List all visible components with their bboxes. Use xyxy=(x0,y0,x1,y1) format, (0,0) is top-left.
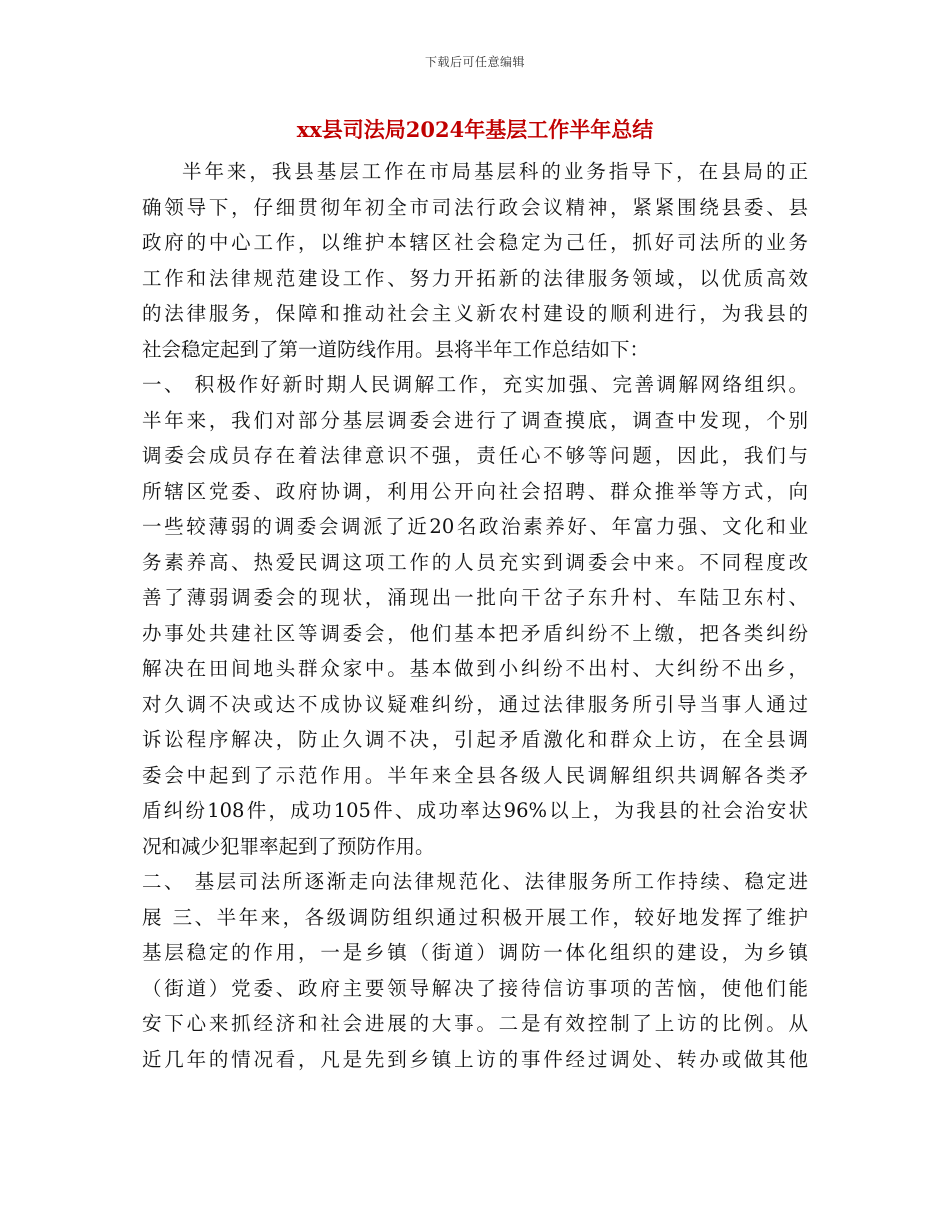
document-title: xx县司法局2024年基层工作半年总结 xyxy=(296,117,654,142)
header-note: 下载后可任意编辑 xyxy=(424,55,525,69)
body-line: 调委会成员存在着法律意识不强，责任心不够等问题，因此，我们与 xyxy=(142,444,808,467)
body-line: 基层稳定的作用，一是乡镇（街道）调防一体化组织的建设，为乡镇 xyxy=(142,941,808,964)
body-line: 对久调不决或达不成协议疑难纠纷，通过法律服务所引导当事人通过 xyxy=(142,692,808,716)
body-line: 况和减少犯罪率起到了预防作用。 xyxy=(142,834,435,858)
body-line: 盾纠纷108件，成功105件、成功率达96%以上，为我县的社会治安状 xyxy=(142,799,808,822)
body-line: 近几年的情况看，凡是先到乡镇上访的事件经过调处、转办或做其他 xyxy=(142,1047,808,1071)
body-line: 政府的中心工作，以维护本辖区社会稳定为己任，抓好司法所的业务 xyxy=(142,231,808,254)
body-line: 委会中起到了示范作用。半年来全县各级人民调解组织共调解各类矛 xyxy=(142,763,808,787)
section-heading: 一、 积极作好新时期人民调解工作，充实加强、完善调解网络组织。 xyxy=(142,373,808,396)
body-line: 一些较薄弱的调委会调派了近20名政治素养好、年富力强、文化和业 xyxy=(142,515,808,538)
section-heading: 二、 基层司法所逐渐走向法律规范化、法律服务所工作持续、稳定进 xyxy=(142,870,808,893)
body-line: 诉讼程序解决，防止久调不决，引起矛盾激化和群众上访，在全县调 xyxy=(142,728,808,751)
body-line: 社会稳定起到了第一道防线作用。县将半年工作总结如下： xyxy=(142,337,650,361)
body-line: 善了薄弱调委会的现状，涌现出一批向干岔子东升村、车陆卫东村、 xyxy=(142,586,808,609)
body-line: 的法律服务，保障和推动社会主义新农村建设的顺利进行，为我县的 xyxy=(142,302,808,325)
body-line: 半年来，我们对部分基层调委会进行了调查摸底，调查中发现，个别 xyxy=(142,408,808,432)
body-line: 解决在田间地头群众家中。基本做到小纠纷不出村、大纠纷不出乡， xyxy=(142,657,808,680)
body-line: 展 三、半年来，各级调防组织通过积极开展工作，较好地发挥了维护 xyxy=(142,905,808,929)
document-body xyxy=(142,154,808,1077)
body-line: 办事处共建社区等调委会，他们基本把矛盾纠纷不上缴，把各类纠纷 xyxy=(142,621,808,645)
body-line: 半年来，我县基层工作在市局基层科的业务指导下，在县局的正 xyxy=(182,160,808,183)
body-line: 安下心来抓经济和社会进展的大事。二是有效控制了上访的比例。从 xyxy=(142,1012,808,1035)
body-line: 确领导下，仔细贯彻年初全市司法行政会议精神，紧紧围绕县委、县 xyxy=(142,195,808,219)
body-line: 工作和法律规范建设工作、努力开拓新的法律服务领域，以优质高效 xyxy=(142,266,808,290)
body-line: 务素养高、热爱民调这项工作的人员充实到调委会中来。不同程度改 xyxy=(142,550,808,574)
body-line: 所辖区党委、政府协调，利用公开向社会招聘、群众推举等方式，向 xyxy=(142,479,808,503)
body-line: （街道）党委、政府主要领导解决了接待信访事项的苦恼，使他们能 xyxy=(142,976,808,1000)
